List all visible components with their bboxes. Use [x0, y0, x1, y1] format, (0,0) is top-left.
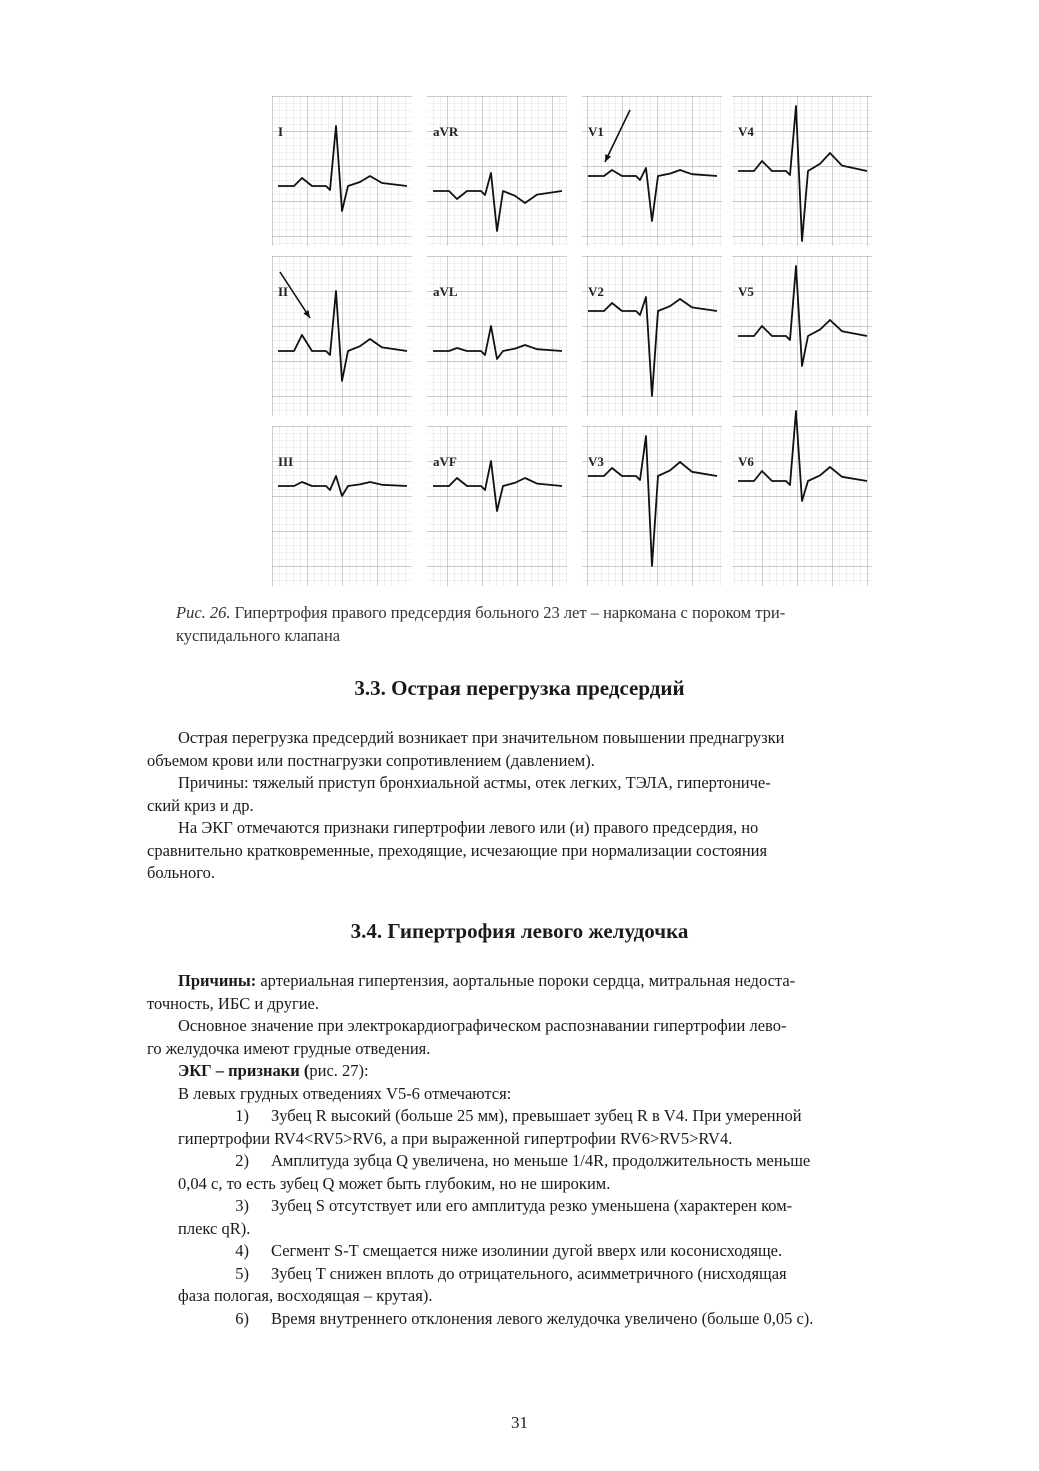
ecg-lead-label: III	[278, 454, 294, 469]
section-3-3-title: 3.3. Острая перегрузка предсердий	[354, 676, 685, 700]
list-item-text: Амплитуда зубца Q увеличена, но меньше 1/4R, продолжительность меньше	[271, 1151, 811, 1170]
list-item-number: 2)	[235, 1151, 249, 1170]
p1-line2: объемом крови или постнагрузки сопротивлением (давлением).	[147, 750, 595, 770]
ecg-signs-close: ):	[358, 1061, 369, 1080]
causes-line2: точность, ИБС и другие.	[147, 993, 320, 1013]
ecg-grid	[427, 256, 567, 416]
list-item-continuation: гипертрофии RV4<RV5>RV6, а при выраженной гипертрофии RV6>RV5>RV4.	[178, 1128, 733, 1148]
list-item-number: 4)	[235, 1241, 249, 1260]
list-item-text: Зубец S отсутствует или его амплитуда резко уменьшена (характерен ком-	[271, 1196, 793, 1215]
figure-label: Рис. 26.	[176, 603, 231, 622]
list-item-text: Зубец T снижен вплоть до отрицательного, асимметричного (нисходящая	[271, 1263, 787, 1283]
figure-ref: рис. 27	[309, 1061, 359, 1080]
section-3-4-title: 3.4. Гипертрофия левого желудочка	[350, 919, 689, 943]
ecg-lead-v3	[582, 426, 722, 586]
ecg-lead-v5	[732, 256, 872, 416]
section-3-4-text	[147, 970, 966, 1330]
ecg-lead-v1	[582, 96, 722, 246]
signs-list	[176, 1105, 966, 1330]
ecg-lead-label: V1	[588, 124, 604, 139]
list-item-text: Время внутреннего отклонения левого желудочка увеличено (больше 0,05 с).	[271, 1308, 814, 1328]
ecg-lead-label: aVL	[433, 284, 458, 299]
ecg-lead-label: V6	[738, 454, 754, 469]
ecg-lead-avf	[427, 426, 567, 586]
p3-line1: На ЭКГ отмечаются признаки гипертрофии левого или (и) правого предсердия, но	[178, 818, 759, 837]
caption-text-1: Гипертрофия правого предсердия больного 23 лет – наркомана с пороком три-	[230, 603, 786, 622]
page-number: 31	[511, 1413, 528, 1432]
ecg-lead-ii	[272, 256, 412, 416]
causes-text: артериальная гипертензия, аортальные пороки сердца, митральная недоста-	[256, 971, 796, 990]
p1-line1: Острая перегрузка предсердий возникает при значительном повышении преднагрузки	[178, 728, 785, 747]
ecg-grid	[732, 426, 872, 586]
ecg-grid	[272, 96, 412, 246]
list-item	[147, 1150, 966, 1173]
list-item-number: 6)	[235, 1308, 249, 1328]
ecg-lead-v2	[582, 256, 722, 416]
ecg-grid	[272, 256, 412, 416]
p3-line2: сравнительно кратковременные, преходящие, исчезающие при нормализации состояния	[147, 840, 768, 860]
ecg-lead-v4	[732, 96, 872, 246]
ecg-signs-label: ЭКГ – признаки (	[178, 1061, 310, 1080]
ecg-lead-label: V5	[738, 284, 754, 299]
p2-line2: ский криз и др.	[147, 795, 254, 815]
p3-line3: больного.	[147, 863, 215, 882]
causes-line1	[176, 970, 966, 993]
section-3-3-text	[147, 727, 966, 885]
ecg-lead-avl	[427, 256, 567, 416]
list-item-text: Сегмент S-T смещается ниже изолинии дугой вверх или косонисходяще.	[271, 1241, 783, 1260]
left-leads-line: В левых грудных отведениях V5-6 отмечаются:	[178, 1083, 512, 1103]
list-item	[147, 1240, 966, 1263]
ecg-lead-v6	[732, 411, 872, 586]
list-item-text: Зубец R высокий (больше 25 мм), превышает зубец R в V4. При умеренной	[271, 1106, 802, 1125]
ecg-lead-avr	[427, 96, 567, 246]
ecg-lead-i	[272, 96, 412, 246]
list-item-number: 5)	[235, 1263, 249, 1283]
ecg-grid	[582, 96, 722, 246]
figure-caption	[176, 601, 966, 647]
list-item	[147, 1105, 966, 1128]
list-item-number: 1)	[235, 1106, 249, 1125]
ecg-lead-label: V4	[738, 124, 754, 139]
list-item	[147, 1263, 966, 1286]
list-item	[147, 1195, 966, 1218]
ecg-grid	[272, 426, 412, 586]
ecg-lead-label: I	[278, 124, 284, 139]
ecg-lead-label: II	[278, 284, 289, 299]
list-item	[147, 1308, 966, 1331]
list-item-continuation: плекс qR).	[178, 1218, 251, 1238]
main-line1: Основное значение при электрокардиографическом распознавании гипертрофии лево-	[178, 1016, 787, 1035]
ecg-lead-label: aVF	[433, 454, 457, 469]
ecg-lead-label: V3	[588, 454, 604, 469]
ecg-lead-label: V2	[588, 284, 604, 299]
list-item-continuation: фаза пологая, восходящая – крутая).	[178, 1286, 433, 1305]
p2-line1: Причины: тяжелый приступ бронхиальной астмы, отек легких, ТЭЛА, гипертониче-	[178, 773, 771, 792]
causes-label: Причины:	[178, 971, 257, 990]
caption-text-2: куспидального клапана	[176, 626, 341, 645]
list-item-number: 3)	[235, 1196, 249, 1215]
list-item-continuation: 0,04 с, то есть зубец Q может быть глубоким, но не широким.	[178, 1173, 611, 1193]
ecg-lead-label: aVR	[433, 124, 459, 139]
main-line2: го желудочка имеют грудные отведения.	[147, 1038, 431, 1058]
ecg-lead-iii	[272, 426, 412, 586]
ecg-signs-line	[176, 1060, 966, 1083]
ecg-figure	[272, 96, 872, 586]
